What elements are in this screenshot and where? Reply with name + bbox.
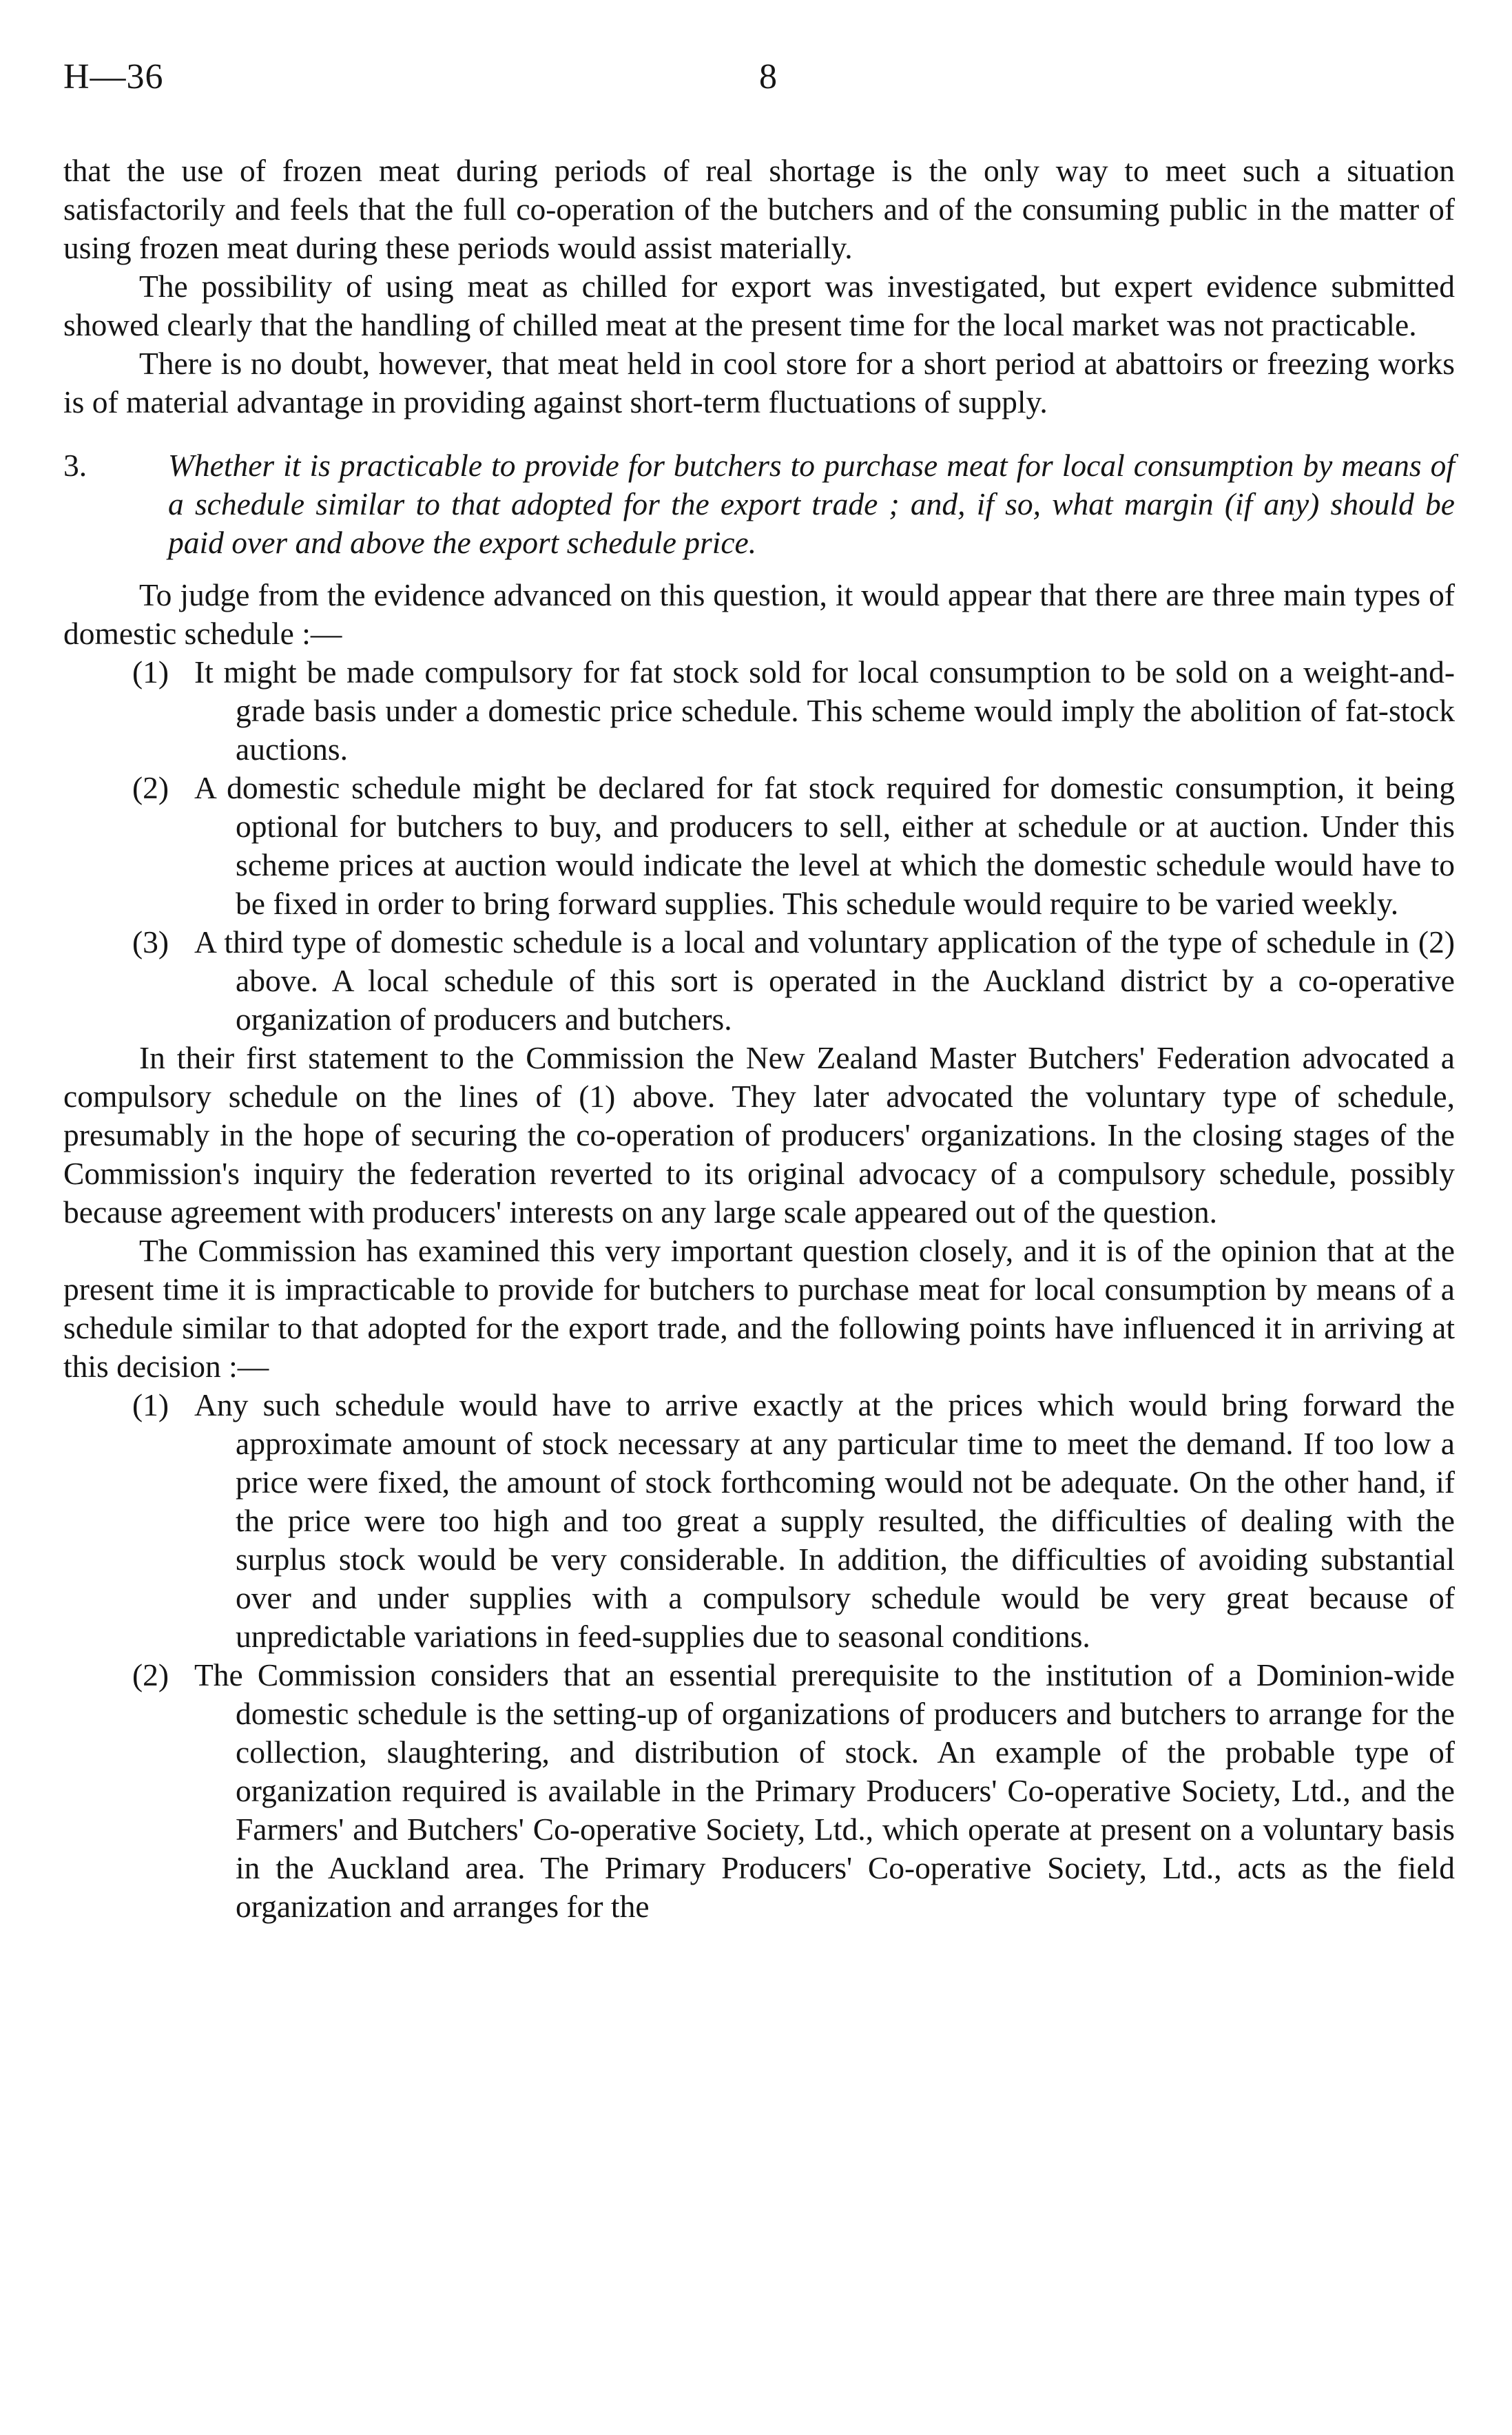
list-item-schedule-type-1 [63, 653, 1455, 769]
list-item-number: (3) [132, 924, 169, 960]
paragraph-federation: In their first statement to the Commission the New Zealand Master Butchers' Federation advocated a compulsory schedule on the lines of (1) above. They later advocated the voluntary type of schedule, presumably in the hope of securing the co-operation of producers' organizations. In the closing stages of the Commission's inquiry the federation reverted to its original advocacy of a compulsory schedule, possibly because agreement with producers' interests on any large scale appeared out of the question. [63, 1040, 1455, 1230]
question-number: 3. [63, 448, 87, 483]
spacer [63, 562, 1455, 576]
list-item-text: The Commission considers that an essential prerequisite to the institution of a Dominion-wide domestic schedule is the setting-up of organizations of producers and butchers to arrange for the collection, slaughtering, and distribution of stock. An example of the probable type of organization required is available in the Primary Producers' Co-operative Society, Ltd., and the Farmers' and Butchers' Co-operative Society, Ltd., which operate at present on a voluntary basis in the Auckland area. The Primary Producers' Co-operative Society, Ltd., acts as the field organization and arranges for the [194, 1657, 1455, 1924]
list-item-number: (2) [132, 1657, 169, 1692]
list-item-schedule-type-2 [63, 769, 1455, 923]
list-item-number: (1) [132, 654, 169, 690]
list-item-schedule-type-3 [63, 923, 1455, 1039]
paragraph-schedule-intro: To judge from the evidence advanced on this question, it would appear that there are three main types of domestic schedule :— [63, 577, 1455, 651]
list-item-number: (2) [132, 770, 169, 805]
document-reference: H—36 [63, 57, 164, 96]
paragraph-frozen-meat: that the use of frozen meat during periods of real shortage is the only way to meet such a situation satisfactorily and feels that the full co-operation of the butchers and of the consuming public in the matter of using frozen meat during these periods would assist materially. [63, 153, 1455, 265]
list-item-text: A domestic schedule might be declared for fat stock required for domestic consumption, it being optional for butchers to buy, and producers to sell, either at schedule or at auction. Under this scheme prices at auction would indicate the level at which the domestic schedule would have to be fixed in order to bring forward supplies. This schedule would require to be varied weekly. [194, 770, 1455, 921]
paragraph-cool-store: There is no doubt, however, that meat held in cool store for a short period at abattoirs or freezing works is of material advantage in providing against short-term fluctuations of supply. [63, 346, 1455, 419]
list-item-text: It might be made compulsory for fat stock sold for local consumption to be sold on a weight-and-grade basis under a domestic price schedule. This scheme would imply the abolition of fat-stock auctions. [194, 654, 1455, 767]
paragraph-commission-opinion: The Commission has examined this very important question closely, and it is of the opinion that at the present time it is impracticable to provide for butchers to purchase meat for local consumption by means of a schedule similar to that adopted for the export trade, and the following points have influenced it in arriving at this decision :— [63, 1233, 1455, 1384]
page-number: 8 [759, 57, 777, 96]
list-item-number: (1) [132, 1387, 169, 1422]
list-item-text: Any such schedule would have to arrive exactly at the prices which would bring forward the approximate amount of stock necessary at any particular time to meet the demand. If too low a price were fixed, the amount of stock forthcoming would not be adequate. On the other hand, if the price were too high and too great a supply resulted, the difficulties of dealing with the surplus stock would be very considerable. In addition, the difficulties of avoiding substantial over and under supplies with a compulsory schedule would be very great because of unpredictable variations in feed-supplies due to seasonal conditions. [194, 1387, 1455, 1654]
list-item-point-2 [63, 1656, 1455, 1926]
list-item-text: A third type of domestic schedule is a local and voluntary application of the type of schedule in (2) above. A local schedule of this sort is operated in the Auckland district by a co-operative organization of producers and butchers. [194, 924, 1455, 1037]
paragraph-chilled-meat: The possibility of using meat as chilled for export was investigated, but expert evidence submitted showed clearly that the handling of chilled meat at the present time for the local market was not practicable. [63, 269, 1455, 342]
list-item-point-1 [63, 1386, 1455, 1656]
document-body [63, 152, 1455, 1926]
question-text: Whether it is practicable to provide for butchers to purchase meat for local consumption by means of a schedule similar to that adopted for the export trade ; and, if so, what margin (if any) should be paid over and above the export schedule price. [168, 448, 1455, 560]
question-heading [63, 446, 1455, 562]
page-header [63, 56, 1455, 105]
